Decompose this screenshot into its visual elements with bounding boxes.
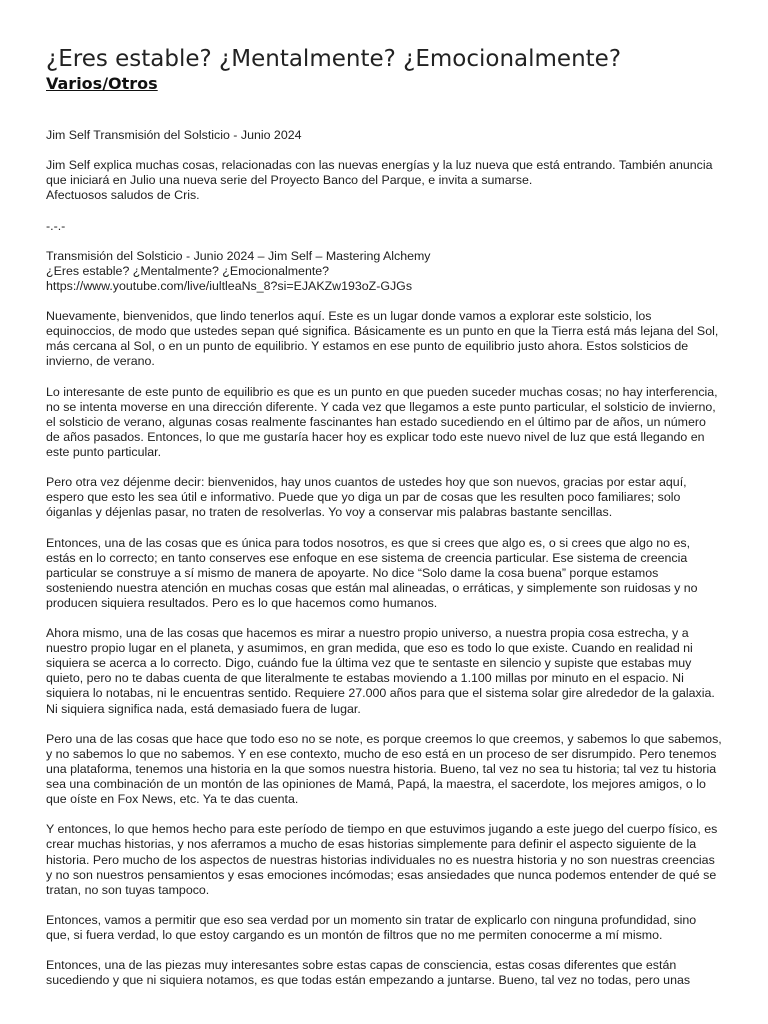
paragraph: Pero otra vez déjenme decir: bienvenidos, hay unos cuantos de ustedes hoy que son nuevos, gracias por estar aquí, espero que esto les sea útil e informativo. Puede que yo diga un par de cosas que les resulten poco familiares; solo óiganlas y déjenlas pasar, no traten de resolverlas. Yo voy a conservar mis palabras bastante sencillas.: [46, 475, 687, 520]
intro-greeting: Afectuosos saludos de Cris.: [46, 188, 200, 203]
paragraph: Entonces, vamos a permitir que eso sea verdad por un momento sin tratar de explicarlo con ninguna profundidad, sino que, si fuera verdad, lo que estoy cargando es un montón de filtros que no me permiten conocerme a mí mismo.: [46, 912, 697, 942]
paragraph: Ahora mismo, una de las cosas que hacemos es mirar a nuestro propio universo, a nuestra propia cosa estrecha, y a nuestro propio lugar en el planeta, y asumimos, en gran medida, que eso es todo lo que existe. Cuando en realidad ni siquiera se acerca a lo correcto. Digo, cuándo fue la última vez que te sentaste en silencio y supiste que estabas muy quieto, pero no te dabas cuenta de que literalmente te estabas moviendo a 1.100 millas por minuto en el espacio. Ni siquiera lo notabas, ni le encuentras sentido. Requiere 27.000 años para que el sistema solar gire alrededor de la galaxia. Ni siquiera significa nada, está demasiado fuera de lugar.: [46, 626, 715, 716]
separator: -.-.-: [46, 218, 66, 233]
intro-summary-block: [46, 158, 722, 203]
paragraph: Entonces, una de las piezas muy interesantes sobre estas capas de consciencia, estas cosas diferentes que están sucediendo y que ni siquiera notamos, es que todas están empezando a juntarse. Bueno, tal vez no todas, pero unas: [46, 958, 691, 988]
paragraph: Pero una de las cosas que hace que todo eso no se note, es porque creemos lo que creemos, y sabemos lo que sabemos, y no sabemos lo que no sabemos. Y en ese contexto, mucho de eso está en un proceso de ser disrumpido. Pero tenemos una plataforma, tenemos una historia en la que somos nuestra historia. Bueno, tal vez no sea tu historia; tal vez tu historia sea una combinación de un montón de las opiniones de Mamá, Papá, la maestra, el sacerdote, los mejores amigos, o lo que oíste en Fox News, etc. Ya te das cuenta.: [46, 731, 722, 807]
document-title: ¿Eres estable? ¿Mentalmente? ¿Emocionalmente?: [46, 46, 622, 72]
paragraph: Lo interesante de este punto de equilibrio es que es un punto en que pueden suceder muchas cosas; no hay interferencia, no se intenta moverse en una dirección diferente. Y cada vez que llegamos a este punto particular, el solsticio de invierno, el solsticio de verano, algunas cosas realmente fascinantes han estado sucediendo en el último par de años, un número de años pasados. Entonces, lo que me gustaría hacer hoy es explicar todo este nuevo nivel de luz que está llegando en este punto particular.: [46, 384, 718, 459]
paragraph: Nuevamente, bienvenidos, que lindo tenerlos aquí. Este es un lugar donde vamos a explorar este solsticio, los equinoccios, de modo que ustedes sepan qué significa. Básicamente es un punto en que la Tierra está más lejana del Sol, más cercana al Sol, o en un punto de equilibrio. Y estamos en ese punto de equilibrio justo ahora. Estos solsticios de invierno, de verano.: [46, 309, 719, 369]
source-url[interactable]: https://www.youtube.com/live/iultleaNs_8?si=EJAKZw193oZ-GJGs: [46, 278, 413, 293]
document-body: [46, 128, 722, 988]
paragraph: Y entonces, lo que hemos hecho para este período de tiempo en que estuvimos jugando a este juego del cuerpo físico, es crear muchas historias, y nos aferramos a mucho de esas historias simplemente para definir el aspecto siguiente de la historia. Pero mucho de los aspectos de nuestras historias individuales no es nuestra historia y no son nuestras creencias y no son nuestros pensamientos y esas emociones incómodas; esas ansiedades que nunca podemos entender de qué se tratan, no son tuyas tampoco.: [46, 822, 718, 897]
source-title: Transmisión del Solsticio - Junio 2024 – Jim Self – Mastering Alchemy: [46, 248, 431, 263]
source-subtitle: ¿Eres estable? ¿Mentalmente? ¿Emocionalmente?: [46, 263, 330, 278]
intro-summary: Jim Self explica muchas cosas, relacionadas con las nuevas energías y la luz nueva que está entrando. También anuncia que iniciará en Julio una nueva serie del Proyecto Banco del Parque, e invita a sumarse.: [46, 158, 713, 188]
category-link[interactable]: Varios/Otros: [46, 74, 158, 93]
paragraph: Entonces, una de las cosas que es única para todos nosotros, es que si crees que algo es, o si crees que algo no es, estás en lo correcto; en tanto conserves ese enfoque en ese sistema de creencia particular. Ese sistema de creencia particular se construye a sí mismo de manera de apoyarte. No dice “Solo dame la cosa buena” porque estamos sosteniendo nuestra atención en muchas cosas que están mal alineadas, o erráticas, y simplemente son ruidosas y no producen siquiera resultados. Pero es lo que hacemos como humanos.: [46, 535, 698, 610]
source-block: [46, 249, 722, 294]
intro-heading: Jim Self Transmisión del Solsticio - Junio 2024: [46, 128, 302, 142]
